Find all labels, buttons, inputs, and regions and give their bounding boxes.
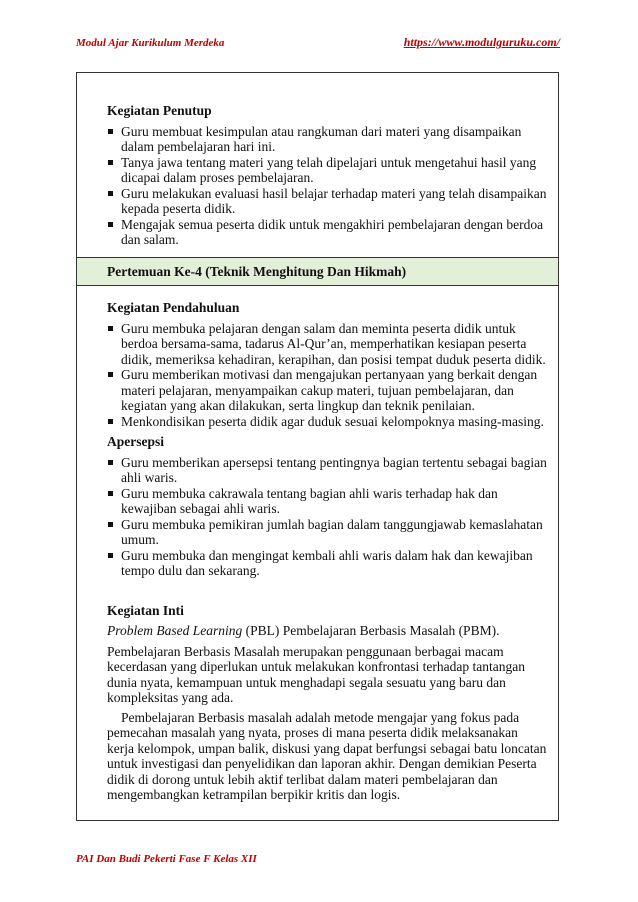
list-item: Mengajak semua peserta didik untuk mengakhiri pembelajaran dengan berdoa dan salam. (107, 217, 547, 248)
penutup-section (77, 73, 558, 258)
list-item: Guru memberikan apersepsi tentang pentingnya bagian tertentu sebagai bagian ahli waris. (107, 455, 547, 486)
apersepsi-title: Apersepsi (107, 434, 164, 449)
list-item: Guru memberikan motivasi dan mengajukan pertanyaan yang berkait dengan materi pelajaran, menyampaikan cakup materi, tujuan pembelajaran, dan kegiatan yang akan dilakukan, serta lingkup dan teknik penilaian. (107, 367, 547, 414)
list-item: Guru membuka dan mengingat kembali ahli waris dalam hak dan kewajiban tempo dulu dan sekarang. (107, 548, 547, 579)
list-item: Tanya jawa tentang materi yang telah dipelajari untuk mengetahui hasil yang dicapai dalam proses pembelajaran. (107, 155, 547, 186)
pertemuan-title: Pertemuan Ke-4 (Teknik Menghitung Dan Hikmah) (107, 264, 407, 279)
pertemuan-band (77, 258, 558, 286)
header-title: Modul Ajar Kurikulum Merdeka (76, 37, 225, 49)
model-rest: (PBL) Pembelajaran Berbasis Masalah (PBM). (242, 623, 500, 638)
list-item: Guru membuat kesimpulan atau rangkuman dari materi yang disampaikan dalam pembelajaran hari ini. (107, 124, 547, 155)
penutup-list (107, 124, 547, 248)
list-item: Guru membuka pemikiran jumlah bagian dalam tanggungjawab kemaslahatan umum. (107, 517, 547, 548)
list-item: Guru membuka cakrawala tentang bagian ahli waris terhadap hak dan kewajiban sebagai ahli waris. (107, 486, 547, 517)
inti-paragraph-1: Pembelajaran Berbasis Masalah merupakan penggunaan berbagai macam kecerdasan yang diperlukan untuk melakukan konfrontasi terhadap tantangan dunia nyata, kemampuan untuk menghadapi segala sesuatu yang baru dan kompleksitas yang ada. (107, 643, 525, 705)
list-item: Guru melakukan evaluasi hasil belajar terhadap materi yang telah disampaikan kepada peserta didik. (107, 186, 547, 217)
content-table (76, 72, 559, 821)
list-item: Menkondisikan peserta didik agar duduk sesuai kelompoknya masing-masing. (107, 414, 547, 430)
header-link[interactable]: https://www.modulguruku.com/ (403, 35, 560, 49)
pendahuluan-title: Kegiatan Pendahuluan (107, 300, 240, 315)
footer-title: PAI Dan Budi Pekerti Fase F Kelas XII (76, 853, 257, 865)
penutup-content (107, 103, 547, 248)
model-italic: Problem Based Learning (107, 623, 243, 638)
inti-model (107, 623, 547, 639)
penutup-title: Kegiatan Penutup (107, 103, 212, 118)
inti-title: Kegiatan Inti (107, 602, 184, 618)
pendahuluan-list (107, 321, 547, 430)
inti-paragraph-2: Pembelajaran Berbasis masalah adalah metode mengajar yang fokus pada pemecahan masalah yang nyata, proses di mana peserta didik melaksanakan kerja kelompok, umpan balik, diskusi yang dapat berfungsi sebagai batu loncatan untuk investigasi dan penyelidikan dan laporan akhir. Dengan demikian Peserta didik di dorong untuk lebih aktif terlibat dalam materi pembelajaran dan mengembangkan ketrampilan berpikir kritis dan logis. (107, 709, 547, 802)
main-content (107, 300, 547, 803)
apersepsi-list (107, 455, 547, 579)
list-item: Guru membuka pelajaran dengan salam dan meminta peserta didik untuk berdoa bersama-sama, tadarus Al-Qur’an, memperhatikan kesiapan peserta didik, memeriksa kehadiran, kerapihan, dan posisi tempat duduk peserta didik. (107, 321, 547, 368)
